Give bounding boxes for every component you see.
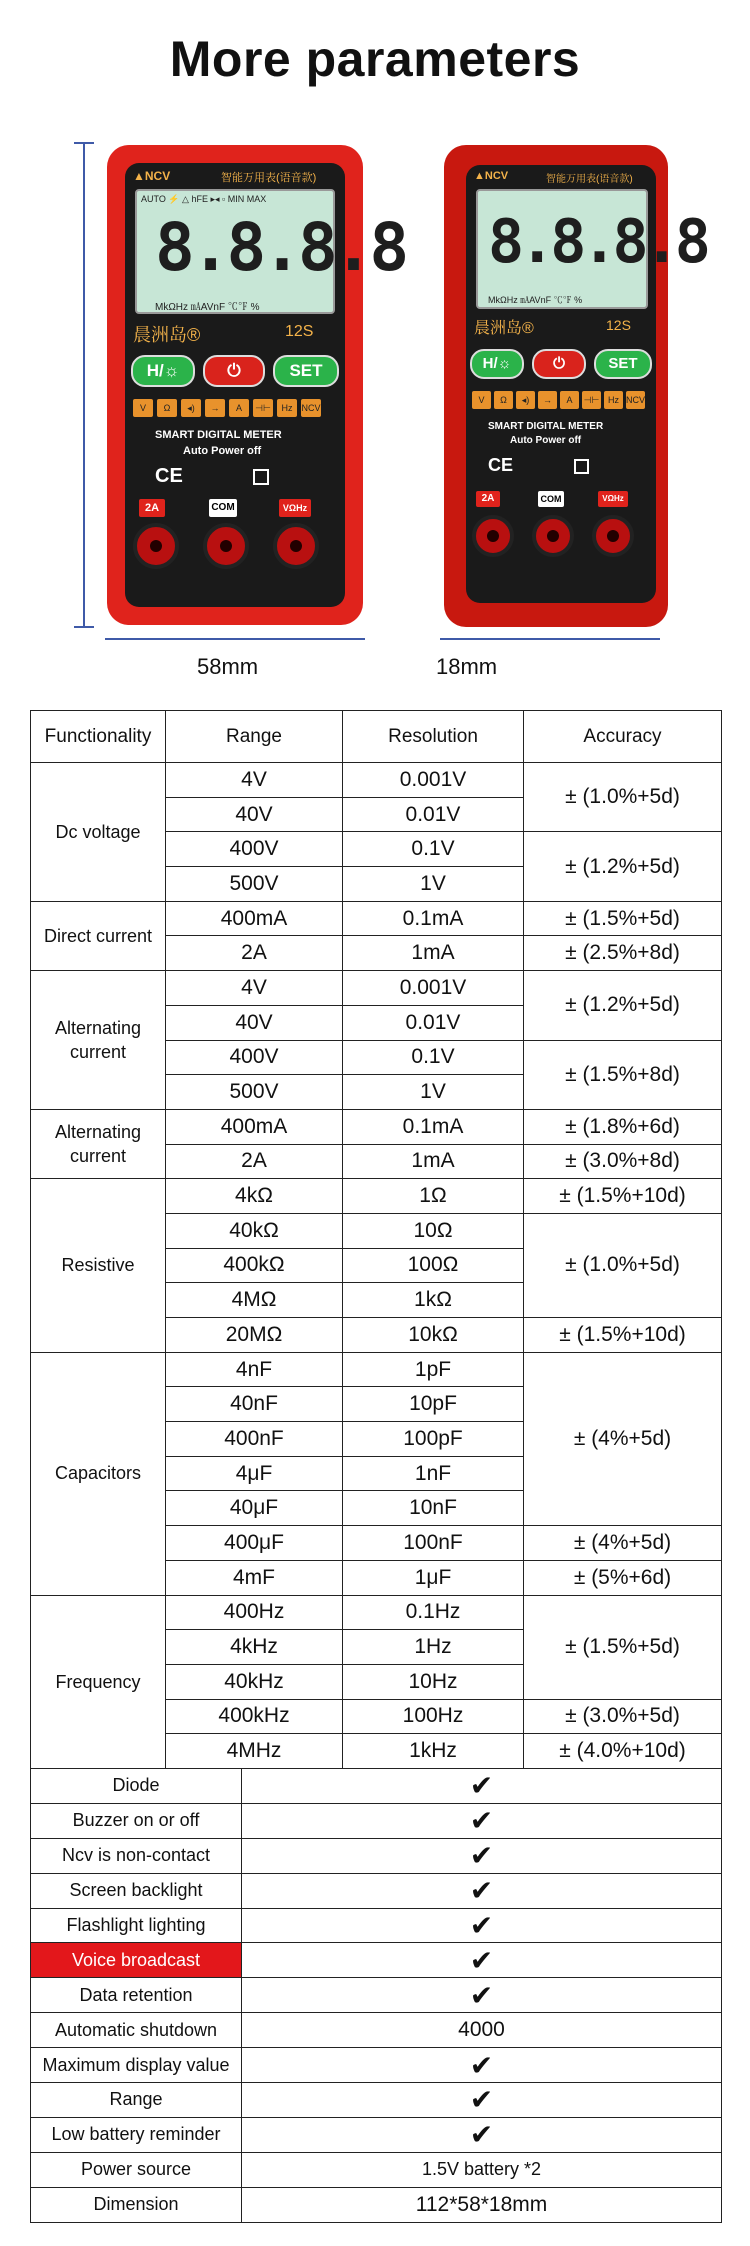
resolution-cell: 1pF <box>343 1352 524 1387</box>
height-dimension-line <box>83 142 85 628</box>
range-cell: 4mF <box>166 1560 343 1595</box>
feature-label: Data retention <box>31 1978 242 2013</box>
range-cell: 4MΩ <box>166 1283 343 1318</box>
range-cell: 40V <box>166 1005 343 1040</box>
lcd-digits-side: 8.8.8.8 <box>488 207 706 277</box>
resolution-cell: 10Hz <box>343 1664 524 1699</box>
power-button[interactable]: ⏻ <box>203 355 265 387</box>
group-capacitors: Capacitors <box>31 1352 166 1595</box>
group-dc-voltage: Dc voltage <box>31 763 166 902</box>
feature-row <box>31 2048 722 2083</box>
resolution-cell: 1mA <box>343 1144 524 1179</box>
range-cell: 4kΩ <box>166 1179 343 1214</box>
range-cell: 40kHz <box>166 1664 343 1699</box>
meter-caption-side: SMART DIGITAL METER <box>488 421 604 432</box>
accuracy-cell: ± (5%+6d) <box>524 1560 722 1595</box>
resolution-cell: 0.1V <box>343 832 524 867</box>
feature-label: Diode <box>31 1768 242 1803</box>
resolution-cell: 10kΩ <box>343 1318 524 1353</box>
range-cell: 400V <box>166 832 343 867</box>
set-button[interactable]: SET <box>273 355 339 387</box>
feature-value: 4000 <box>242 2013 722 2048</box>
resolution-cell: 100Ω <box>343 1248 524 1283</box>
range-cell: 400mA <box>166 1109 343 1144</box>
multimeter-side-view <box>444 145 706 627</box>
feature-row <box>31 2187 722 2222</box>
range-cell: 400mA <box>166 901 343 936</box>
lcd-indicators: AUTO ⚡ △ hFE ▸◂ ▫ MIN MAX <box>141 194 267 204</box>
feature-row <box>31 1908 722 1943</box>
table-row <box>31 1595 722 1630</box>
resolution-cell: 0.001V <box>343 971 524 1006</box>
feature-value: ✔ <box>242 1978 722 2013</box>
resolution-cell: 100pF <box>343 1422 524 1457</box>
accuracy-cell: ± (3.0%+8d) <box>524 1144 722 1179</box>
spec-table <box>30 710 722 2223</box>
range-cell: 40nF <box>166 1387 343 1422</box>
feature-row <box>31 1978 722 2013</box>
ncv-label: ▲NCV <box>133 169 171 183</box>
header-functionality: Functionality <box>31 711 166 763</box>
header-resolution: Resolution <box>343 711 524 763</box>
hold-backlight-button-side[interactable]: H/☼ <box>470 349 524 379</box>
function-key[interactable]: Hz <box>277 399 297 417</box>
function-key-row-side <box>472 391 645 409</box>
resolution-cell: 100Hz <box>343 1699 524 1734</box>
meter-face-side <box>466 165 706 603</box>
table-row <box>31 763 722 798</box>
function-key[interactable]: ◂) <box>181 399 201 417</box>
range-cell: 500V <box>166 1075 343 1110</box>
resolution-cell: 10Ω <box>343 1213 524 1248</box>
range-cell: 2A <box>166 936 343 971</box>
resolution-cell: 0.01V <box>343 1005 524 1040</box>
feature-value: 1.5V battery *2 <box>242 2152 722 2187</box>
range-cell: 400kΩ <box>166 1248 343 1283</box>
accuracy-cell: ± (1.8%+6d) <box>524 1109 722 1144</box>
lcd-screen <box>135 189 406 314</box>
meter-caption-auto-off: Auto Power off <box>183 445 262 457</box>
depth-dimension-label: 18mm <box>436 654 498 679</box>
function-key[interactable]: ◂) <box>516 391 535 409</box>
group-ac-voltage: Alternating current <box>31 971 166 1110</box>
accuracy-cell: ± (4.0%+10d) <box>524 1734 722 1769</box>
accuracy-cell: ± (1.5%+5d) <box>524 1595 722 1699</box>
function-key[interactable]: A <box>229 399 249 417</box>
meter-caption: SMART DIGITAL METER <box>155 429 282 441</box>
feature-label: Flashlight lighting <box>31 1908 242 1943</box>
feature-row <box>31 1803 722 1838</box>
group-direct-current: Direct current <box>31 901 166 970</box>
range-cell: 4nF <box>166 1352 343 1387</box>
lcd-units: MkΩHz ㎃AVnF ℃℉ % <box>155 302 260 313</box>
range-cell: 20MΩ <box>166 1318 343 1353</box>
accuracy-cell: ± (2.5%+8d) <box>524 936 722 971</box>
feature-value: 112*58*18mm <box>242 2187 722 2222</box>
feature-row <box>31 2117 722 2152</box>
ce-mark: CE <box>155 465 183 487</box>
ncv-label-side: ▲NCV <box>474 170 509 182</box>
resolution-cell: 1mA <box>343 936 524 971</box>
accuracy-cell: ± (1.0%+5d) <box>524 1213 722 1317</box>
feature-row <box>31 1768 722 1803</box>
jack-label-voltage: VΩHz <box>279 499 311 517</box>
range-cell: 400V <box>166 1040 343 1075</box>
feature-value: ✔ <box>242 1803 722 1838</box>
resolution-cell: 1Hz <box>343 1630 524 1665</box>
range-cell: 4MHz <box>166 1734 343 1769</box>
accuracy-cell: ± (1.2%+5d) <box>524 832 722 901</box>
feature-value: ✔ <box>242 2048 722 2083</box>
function-key[interactable]: V <box>472 391 491 409</box>
resolution-cell: 1Ω <box>343 1179 524 1214</box>
width-dimension-line <box>105 638 365 640</box>
header-accuracy: Accuracy <box>524 711 722 763</box>
range-cell: 4V <box>166 763 343 798</box>
feature-value: ✔ <box>242 2117 722 2152</box>
range-cell: 400μF <box>166 1526 343 1561</box>
height-dimension-cap-bottom <box>74 626 94 628</box>
accuracy-cell: ± (1.5%+10d) <box>524 1179 722 1214</box>
accuracy-cell: ± (1.5%+5d) <box>524 901 722 936</box>
function-key[interactable]: ⊣⊢ <box>253 399 273 417</box>
table-header-row <box>31 711 722 763</box>
set-button-side[interactable]: SET <box>594 349 652 379</box>
resolution-cell: 1nF <box>343 1456 524 1491</box>
resolution-cell: 1μF <box>343 1560 524 1595</box>
function-key[interactable]: NCV <box>301 399 321 417</box>
feature-label: Power source <box>31 2152 242 2187</box>
feature-row <box>31 1873 722 1908</box>
resolution-cell: 10pF <box>343 1387 524 1422</box>
group-ac-current: Alternating current <box>31 1109 166 1178</box>
function-key[interactable]: NCV <box>626 391 645 409</box>
resolution-cell: 0.1mA <box>343 1109 524 1144</box>
jack-label-com: COM <box>209 499 237 517</box>
accuracy-cell: ± (4%+5d) <box>524 1526 722 1561</box>
accuracy-cell: ± (1.5%+8d) <box>524 1040 722 1109</box>
model-label: 12S <box>285 323 314 340</box>
feature-row <box>31 1943 722 1978</box>
jack-label-2a: 2A <box>139 499 165 517</box>
depth-dimension-line <box>440 638 660 640</box>
lcd-units-side: MkΩHz ㎃AVnF ℃℉ % <box>488 295 583 305</box>
feature-value: ✔ <box>242 1768 722 1803</box>
chinese-label-side: 智能万用表(语音款) <box>546 174 633 185</box>
meter-caption-auto-off-side: Auto Power off <box>510 435 582 446</box>
accuracy-cell: ± (4%+5d) <box>524 1352 722 1525</box>
accuracy-cell: ± (1.2%+5d) <box>524 971 722 1040</box>
resolution-cell: 1V <box>343 867 524 902</box>
feature-label: Buzzer on or off <box>31 1803 242 1838</box>
resolution-cell: 1kHz <box>343 1734 524 1769</box>
accuracy-cell: ± (3.0%+5d) <box>524 1699 722 1734</box>
page-title: More parameters <box>169 31 581 87</box>
jack-com[interactable] <box>203 523 249 569</box>
lcd-digits: 8.8.8.8 <box>155 209 406 286</box>
resolution-cell: 100nF <box>343 1526 524 1561</box>
table-row <box>31 1352 722 1387</box>
range-cell: 40V <box>166 797 343 832</box>
chinese-label: 智能万用表(语音款) <box>221 172 317 184</box>
width-dimension-label: 58mm <box>197 654 259 679</box>
resolution-cell: 0.01V <box>343 797 524 832</box>
accuracy-cell: ± (1.5%+10d) <box>524 1318 722 1353</box>
table-row <box>31 1179 722 1214</box>
table-row <box>31 971 722 1006</box>
resolution-cell: 1kΩ <box>343 1283 524 1318</box>
jack-2a[interactable] <box>133 523 179 569</box>
function-key[interactable]: A <box>560 391 579 409</box>
meter-face <box>125 163 406 607</box>
multimeter-front-view <box>107 145 406 625</box>
feature-value: ✔ <box>242 1838 722 1873</box>
resolution-cell: 1V <box>343 1075 524 1110</box>
feature-label: Dimension <box>31 2187 242 2222</box>
table-row <box>31 901 722 936</box>
jack-label-2a-side: 2A <box>476 491 500 507</box>
range-cell: 500V <box>166 867 343 902</box>
range-cell: 400Hz <box>166 1595 343 1630</box>
feature-row <box>31 2152 722 2187</box>
range-cell: 2A <box>166 1144 343 1179</box>
double-insulation-icon <box>253 469 269 485</box>
function-key[interactable]: → <box>205 399 225 417</box>
brand-logo: 晨洲岛® <box>133 325 201 345</box>
function-key[interactable]: V <box>133 399 153 417</box>
feature-label: Low battery reminder <box>31 2117 242 2152</box>
feature-label: Range <box>31 2082 242 2117</box>
jack-voltage[interactable] <box>273 523 319 569</box>
feature-label: Ncv is non-contact <box>31 1838 242 1873</box>
resolution-cell: 0.001V <box>343 763 524 798</box>
jack-label-voltage-side: VΩHz <box>598 491 628 507</box>
group-resistive: Resistive <box>31 1179 166 1352</box>
function-key[interactable]: Hz <box>604 391 623 409</box>
function-key[interactable]: Ω <box>494 391 513 409</box>
brand-logo-side: 晨洲岛® <box>474 320 534 337</box>
function-key[interactable]: → <box>538 391 557 409</box>
range-cell: 40μF <box>166 1491 343 1526</box>
jack-2a-side[interactable] <box>472 515 514 557</box>
feature-value: ✔ <box>242 1908 722 1943</box>
feature-value: ✔ <box>242 1873 722 1908</box>
height-dimension-cap-top <box>74 142 94 144</box>
feature-value: ✔ <box>242 2082 722 2117</box>
range-cell: 4V <box>166 971 343 1006</box>
function-key[interactable]: Ω <box>157 399 177 417</box>
jack-com-side[interactable] <box>532 515 574 557</box>
feature-row <box>31 2013 722 2048</box>
feature-label: Maximum display value <box>31 2048 242 2083</box>
feature-label: Automatic shutdown <box>31 2013 242 2048</box>
feature-value: ✔ <box>242 1943 722 1978</box>
function-key[interactable]: ⊣⊢ <box>582 391 601 409</box>
table-row <box>31 1109 722 1144</box>
resolution-cell: 10nF <box>343 1491 524 1526</box>
group-frequency: Frequency <box>31 1595 166 1768</box>
jack-voltage-side[interactable] <box>592 515 634 557</box>
ce-mark-side: CE <box>488 455 514 475</box>
resolution-cell: 0.1Hz <box>343 1595 524 1630</box>
range-cell: 400nF <box>166 1422 343 1457</box>
resolution-cell: 0.1V <box>343 1040 524 1075</box>
feature-row <box>31 2082 722 2117</box>
jack-label-com-side: COM <box>538 491 564 507</box>
accuracy-cell: ± (1.0%+5d) <box>524 763 722 832</box>
feature-label: Screen backlight <box>31 1873 242 1908</box>
range-cell: 40kΩ <box>166 1213 343 1248</box>
resolution-cell: 0.1mA <box>343 901 524 936</box>
feature-label-highlighted: Voice broadcast <box>31 1943 242 1978</box>
range-cell: 400kHz <box>166 1699 343 1734</box>
range-cell: 4μF <box>166 1456 343 1491</box>
header-range: Range <box>166 711 343 763</box>
model-label-side: 12S <box>606 317 631 333</box>
range-cell: 4kHz <box>166 1630 343 1665</box>
power-button-side[interactable]: ⏻ <box>532 349 586 379</box>
double-insulation-icon-side <box>574 459 589 474</box>
lcd-screen-side <box>476 189 706 309</box>
feature-row <box>31 1838 722 1873</box>
hold-backlight-button[interactable]: H/☼ <box>131 355 195 387</box>
function-key-row <box>133 399 321 417</box>
